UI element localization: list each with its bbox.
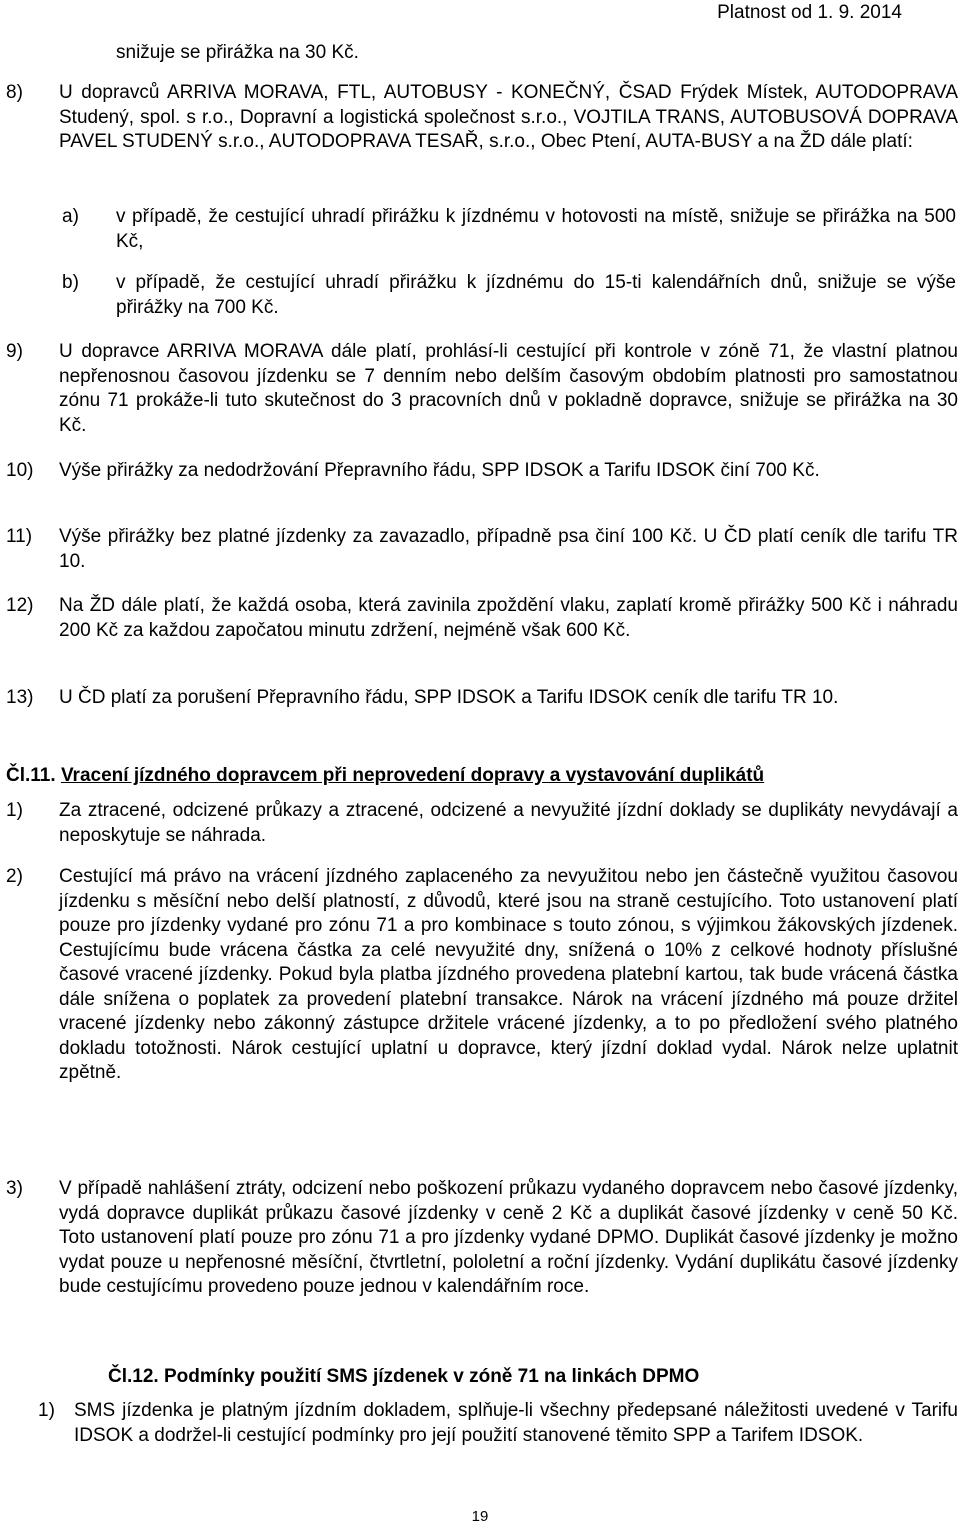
article-12-title: Podmínky použití SMS jízdenek v zóně 71 na linkách DPMO [163,1366,700,1387]
article-11-p1-number: 1) [6,800,23,821]
item-8a-number: a) [62,206,79,227]
article-11-heading [6,764,764,789]
item-8-number: 8) [6,82,23,103]
validity-header: Platnost od 1. 9. 2014 [717,2,902,23]
article-11-title: Vracení jízdného dopravcem při neprovedení dopravy a vystavování duplikátů [60,765,765,786]
article-12-label: Čl.12. [108,1366,159,1387]
item-8a-text: v případě, že cestující uhradí přirážku k jízdnému v hotovosti na místě, snižuje se přirážka na 500 Kč, [116,206,956,252]
item-13-text: U ČD platí za porušení Přepravního řádu, SPP IDSOK a Tarifu IDSOK ceník dle tarifu TR 10. [59,687,839,708]
page-number: 19 [471,1508,489,1525]
item-11-text: Výše přirážky bez platné jízdenky za zavazadlo, případně psa činí 100 Kč. U ČD platí ceník dle tarifu TR 10. [59,526,958,572]
article-12-p1-number: 1) [38,1400,55,1421]
item-8-text: U dopravců ARRIVA MORAVA, FTL, AUTOBUSY - KONEČNÝ, ČSAD Frýdek Místek, AUTODOPRAVA Studený, spol. s r.o., Dopravní a logistická společnost s.r.o., VOJTILA TRANS, AUTOBUSOVÁ DOPRAVA PAVEL STUDENÝ s.r.o., AUTODOPRAVA TESAŘ, s.r.o., Obec Ptení, AUTA-BUSY a na ŽD dále platí: [59,82,958,152]
article-11-label: Čl.11. [6,765,56,786]
item-13-number: 13) [6,687,34,708]
item-12-number: 12) [6,595,34,616]
article-11-p2-number: 2) [6,866,23,887]
item-10-text: Výše přirážky za nedodržování Přepravního řádu, SPP IDSOK a Tarifu IDSOK činí 700 Kč. [59,460,820,481]
article-11-p2-text: Cestující má právo na vrácení jízdného zaplaceného za nevyužitou nebo jen částečně využitou časovou jízdenku s měsíční nebo delší platností, z důvodů, které jsou na straně cestujícího. Toto ustanovení platí pouze pro jízdenky vydané pro zónu 71 a pro kombinace s touto zónou, s výjimkou žákovských jízdenek. Cestujícímu bude vrácena částka za celé nevyužité dny, snížená o 10% z celkové hodnoty příslušné časové vracené jízdenky. Pokud byla platba jízdného provedena platební kartou, tak bude vrácená částka dále snížena o poplatek za provedení platební transakce. Nárok na vrácení jízdného má pouze držitel vracené jízdenky nebo zákonný zástupce držitele vrácené jízdenky, a to po předložení svého platného dokladu totožnosti. Nárok cestující uplatní u dopravce, který jízdní doklad vydal. Nárok nelze uplatnit zpětně. [59,866,958,1083]
article-11-p3-number: 3) [6,1178,23,1199]
intro-tail-text: snižuje se přirážka na 30 Kč. [116,42,359,63]
article-11-p1-text: Za ztracené, odcizené průkazy a ztracené, odcizené a nevyužité jízdní doklady se duplikáty nevydávají a neposkytuje se náhrada. [59,800,958,846]
item-8b-number: b) [62,272,79,293]
item-9-number: 9) [6,341,23,362]
article-12-heading [108,1365,699,1390]
article-12-p1-text: SMS jízdenka je platným jízdním dokladem, splňuje-li všechny předepsané náležitosti uvedené v Tarifu IDSOK a dodržel-li cestující podmínky pro její použití stanovené těmito SPP a Tarifem IDSOK. [74,1400,958,1446]
article-11-p3-text: V případě nahlášení ztráty, odcizení nebo poškození průkazu vydaného dopravcem nebo časové jízdenky, vydá dopravce duplikát průkazu časové jízdenky v ceně 2 Kč a duplikát časové jízdenky v ceně 50 Kč. Toto ustanovení platí pouze pro zónu 71 a pro jízdenky vydané DPMO. Duplikát časové jízdenky je možno vydat pouze u nepřenosné měsíční, čtvrtletní, pololetní a roční jízdenky. Vydání duplikátu časové jízdenky bude cestujícímu provedeno pouze jednou v kalendářním roce. [59,1178,958,1297]
item-12-text: Na ŽD dále platí, že každá osoba, která zavinila zpoždění vlaku, zaplatí kromě přirážky 500 Kč i náhradu 200 Kč za každou započatou minutu zdržení, nejméně však 600 Kč. [59,595,958,641]
item-10-number: 10) [6,460,34,481]
item-11-number: 11) [6,526,33,547]
item-9-text: U dopravce ARRIVA MORAVA dále platí, prohlásí-li cestující při kontrole v zóně 71, že vlastní platnou nepřenosnou časovou jízdenku se 7 denním nebo delším časovým obdobím platnosti pro samostatnou zónu 71 prokáže-li tuto skutečnost do 3 pracovních dnů v pokladně dopravce, snižuje se přirážka na 30 Kč. [59,341,958,436]
item-8b-text: v případě, že cestující uhradí přirážku k jízdnému do 15-ti kalendářních dnů, snižuje se výše přirážky na 700 Kč. [116,272,956,318]
